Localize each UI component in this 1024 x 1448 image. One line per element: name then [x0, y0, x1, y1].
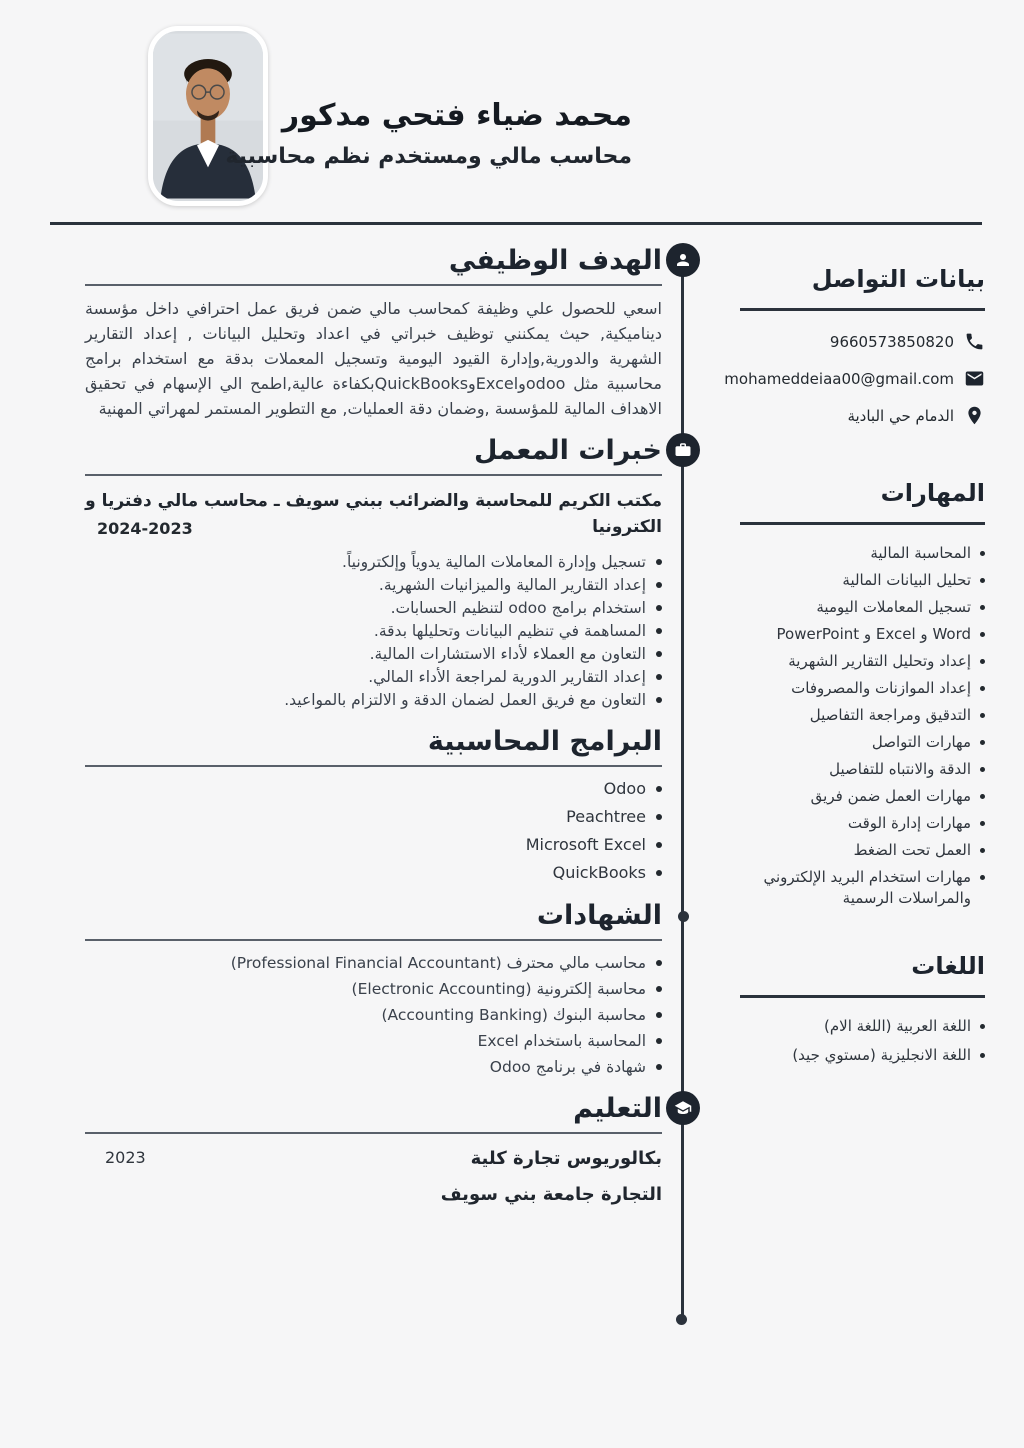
certificate-name: شهادة في برنامج Odoo	[489, 1058, 646, 1076]
bullet-dot	[980, 794, 985, 799]
bullet-dot	[656, 986, 662, 992]
skill-text: مهارات التواصل	[871, 733, 971, 751]
certificate-item	[85, 1057, 662, 1077]
employer-name: مكتب الكريم للمحاسبة والضرائب ببني سويف ـ محاسب مالي دفتريا و الكترونيا	[85, 491, 662, 537]
bullet-dot	[656, 674, 662, 680]
bullet-dot	[980, 875, 985, 880]
objective-text: اسعي للحصول علي وظيفة كمحاسب مالي ضمن فريق عمل احترافي داخل مؤسسة ديناميكية, حيث يمكنني توظيف خبراتي في اعداد وتحليل البيانات , إعداد التقارير الشهرية والدورية,وإدارة القيود اليومية وتسجيل المعملات بدقة مع استخدام برامج محاسبية مثل odooوExcelوQuickBooksبكفاءة عالية,اطمح الي الإسهام في تحقيق الاهداف المالية للمؤسسة ,وضمان دقة العمليات, مع التطوير المستمر لمهراتي المهنية	[85, 299, 662, 418]
bullet-dot	[656, 697, 662, 703]
candidate-name: محمد ضياء فتحي مدكور	[281, 98, 632, 133]
skill-item	[740, 759, 985, 780]
bullet-dot	[656, 628, 662, 634]
bullet-dot	[980, 605, 985, 610]
experience-bullet	[85, 575, 662, 595]
bullet-dot	[980, 1053, 985, 1058]
skill-text: مهارات إدارة الوقت	[847, 814, 971, 832]
location-text: الدمام حي البادية	[847, 406, 954, 425]
bullet-dot	[980, 713, 985, 718]
bullet-dot	[656, 582, 662, 588]
bullet-dot	[656, 814, 662, 820]
program-name: Odoo	[603, 779, 646, 798]
skill-item	[740, 840, 985, 861]
bullet-dot	[656, 559, 662, 565]
experience-section	[85, 433, 662, 710]
objective-section	[85, 243, 662, 421]
certificate-name: محاسبة البنوك (Accounting Banking)	[381, 1006, 646, 1024]
bullet-dot	[980, 1024, 985, 1029]
skill-item	[740, 867, 985, 909]
envelope-icon	[964, 368, 985, 389]
certificate-name: المحاسبة باستخدام Excel	[477, 1032, 646, 1050]
skill-text: إعداد الموازنات والمصروفات	[791, 679, 971, 697]
location-pin-icon	[964, 405, 985, 426]
bullet-dot	[980, 632, 985, 637]
briefcase-icon	[666, 433, 700, 467]
program-name: Peachtree	[566, 807, 646, 826]
main-column	[85, 243, 662, 1216]
certificate-item	[85, 953, 662, 973]
bullet-dot	[656, 870, 662, 876]
skill-item	[740, 543, 985, 564]
programs-heading	[85, 724, 662, 767]
program-item	[85, 807, 662, 826]
bullet-dot	[980, 740, 985, 745]
experience-bullets	[85, 552, 662, 710]
skill-item	[740, 570, 985, 591]
language-item	[740, 1045, 985, 1066]
timeline-line	[681, 258, 684, 1320]
language-item	[740, 1016, 985, 1037]
experience-bullet	[85, 621, 662, 641]
skill-text: مهارات العمل ضمن فريق	[810, 787, 971, 805]
graduation-year: 2023	[105, 1148, 146, 1167]
languages-heading: اللغات	[740, 949, 985, 998]
skill-item	[740, 732, 985, 753]
certificate-name: محاسب مالي محترف (Professional Financial Accountant)	[230, 954, 646, 972]
bullet-dot	[980, 551, 985, 556]
bullet-dot	[980, 659, 985, 664]
programs-heading-text: البرامج المحاسبية	[427, 726, 662, 757]
experience-heading-text: خبرات المعمل	[474, 435, 662, 466]
skill-item	[740, 705, 985, 726]
skills-list	[740, 543, 985, 909]
objective-heading-text: الهدف الوظيفي	[448, 245, 662, 276]
bullet-dot	[656, 1012, 662, 1018]
skill-text: تسجيل المعاملات اليومية	[816, 598, 971, 616]
timeline-end-dot	[676, 1314, 687, 1325]
degree-name: بكالوريوس تجارة كلية	[470, 1148, 662, 1169]
bullet-dot	[980, 848, 985, 853]
certificates-heading-text: الشهادات	[536, 900, 662, 931]
timeline-dot	[678, 911, 689, 922]
education-heading-text: التعليم	[573, 1093, 662, 1124]
bullet-dot	[980, 821, 985, 826]
skill-text: الدقة والانتباه للتفاصيل	[829, 760, 971, 778]
certificate-item	[85, 1031, 662, 1051]
phone-number: 9660573850820	[829, 332, 954, 351]
contact-location-row	[740, 405, 985, 426]
sidebar	[724, 262, 985, 1066]
experience-bullet	[85, 598, 662, 618]
bullet-dot	[656, 651, 662, 657]
skill-item	[740, 786, 985, 807]
bullet-text: التعاون مع فريق العمل لضمان الدقة و الالتزام بالمواعيد.	[284, 691, 646, 709]
education-heading	[85, 1091, 662, 1134]
phone-icon	[964, 331, 985, 352]
bullet-dot	[980, 767, 985, 772]
program-name: QuickBooks	[552, 863, 646, 882]
objective-heading	[85, 243, 662, 286]
program-item	[85, 779, 662, 798]
certificates-section	[85, 898, 662, 1077]
certificate-name: محاسبة إلكترونية (Electronic Accounting)	[351, 980, 646, 998]
skill-item	[740, 624, 985, 645]
skill-text: Word و Excel و PowerPoint	[776, 625, 971, 643]
skill-text: تحليل البيانات المالية	[842, 571, 971, 589]
contact-heading: بيانات التواصل	[740, 262, 985, 311]
education-entry	[85, 1144, 662, 1210]
experience-bullet	[85, 690, 662, 710]
skill-text: العمل تحت الضغط	[853, 841, 971, 859]
bullet-text: إعداد التقارير المالية والميزانيات الشهرية.	[378, 576, 646, 594]
skill-item	[740, 678, 985, 699]
contact-phone-row	[740, 331, 985, 352]
experience-entry	[85, 488, 662, 540]
programs-list	[85, 779, 662, 882]
language-text: اللغة العربية (اللغة الام)	[824, 1017, 971, 1035]
program-item	[85, 863, 662, 882]
certificates-list	[85, 953, 662, 1077]
skill-text: مهارات استخدام البريد الإلكتروني والمراسلات الرسمية	[763, 868, 971, 907]
experience-bullet	[85, 667, 662, 687]
certificates-heading	[85, 898, 662, 941]
skill-text: إعداد وتحليل التقارير الشهرية	[788, 652, 971, 670]
bullet-dot	[656, 605, 662, 611]
languages-list	[740, 1016, 985, 1066]
language-text: اللغة الانجليزية (مستوي جيد)	[792, 1046, 971, 1064]
header-divider	[50, 222, 982, 225]
programs-section	[85, 724, 662, 882]
bullet-dot	[980, 686, 985, 691]
skill-item	[740, 813, 985, 834]
skills-heading: المهارات	[740, 476, 985, 525]
person-icon	[666, 243, 700, 277]
skill-item	[740, 597, 985, 618]
bullet-text: تسجيل وإدارة المعاملات المالية يدوياً وإلكترونياً.	[342, 553, 646, 571]
email-address: mohameddeiaa00@gmail.com	[724, 369, 954, 388]
experience-bullet	[85, 644, 662, 664]
bullet-dot	[656, 1064, 662, 1070]
skill-item	[740, 651, 985, 672]
bullet-dot	[656, 960, 662, 966]
program-name: Microsoft Excel	[525, 835, 646, 854]
contact-email-row	[724, 368, 985, 389]
bullet-text: استخدام برامج odoo لتنظيم الحسابات.	[390, 599, 646, 617]
bullet-dot	[656, 842, 662, 848]
education-section	[85, 1091, 662, 1210]
bullet-dot	[980, 578, 985, 583]
header-identity	[225, 98, 632, 169]
graduation-cap-icon	[666, 1091, 700, 1125]
skill-text: التدقيق ومراجعة التفاصيل	[809, 706, 971, 724]
candidate-title: محاسب مالي ومستخدم نظم محاسبية	[225, 144, 632, 169]
program-item	[85, 835, 662, 854]
school-name: التجارة جامعة بني سويف	[440, 1184, 662, 1205]
experience-bullet	[85, 552, 662, 572]
certificate-item	[85, 979, 662, 999]
skill-text: المحاسبة المالية	[870, 544, 971, 562]
employment-period: 2024-2023	[97, 519, 193, 538]
bullet-text: المساهمة في تنظيم البيانات وتحليلها بدقة.	[373, 622, 646, 640]
experience-heading	[85, 433, 662, 476]
certificate-item	[85, 1005, 662, 1025]
contact-list	[724, 331, 985, 426]
bullet-text: إعداد التقارير الدورية لمراجعة الأداء المالي.	[368, 668, 646, 686]
bullet-dot	[656, 786, 662, 792]
bullet-dot	[656, 1038, 662, 1044]
bullet-text: التعاون مع العملاء لأداء الاستشارات المالية.	[369, 645, 646, 663]
